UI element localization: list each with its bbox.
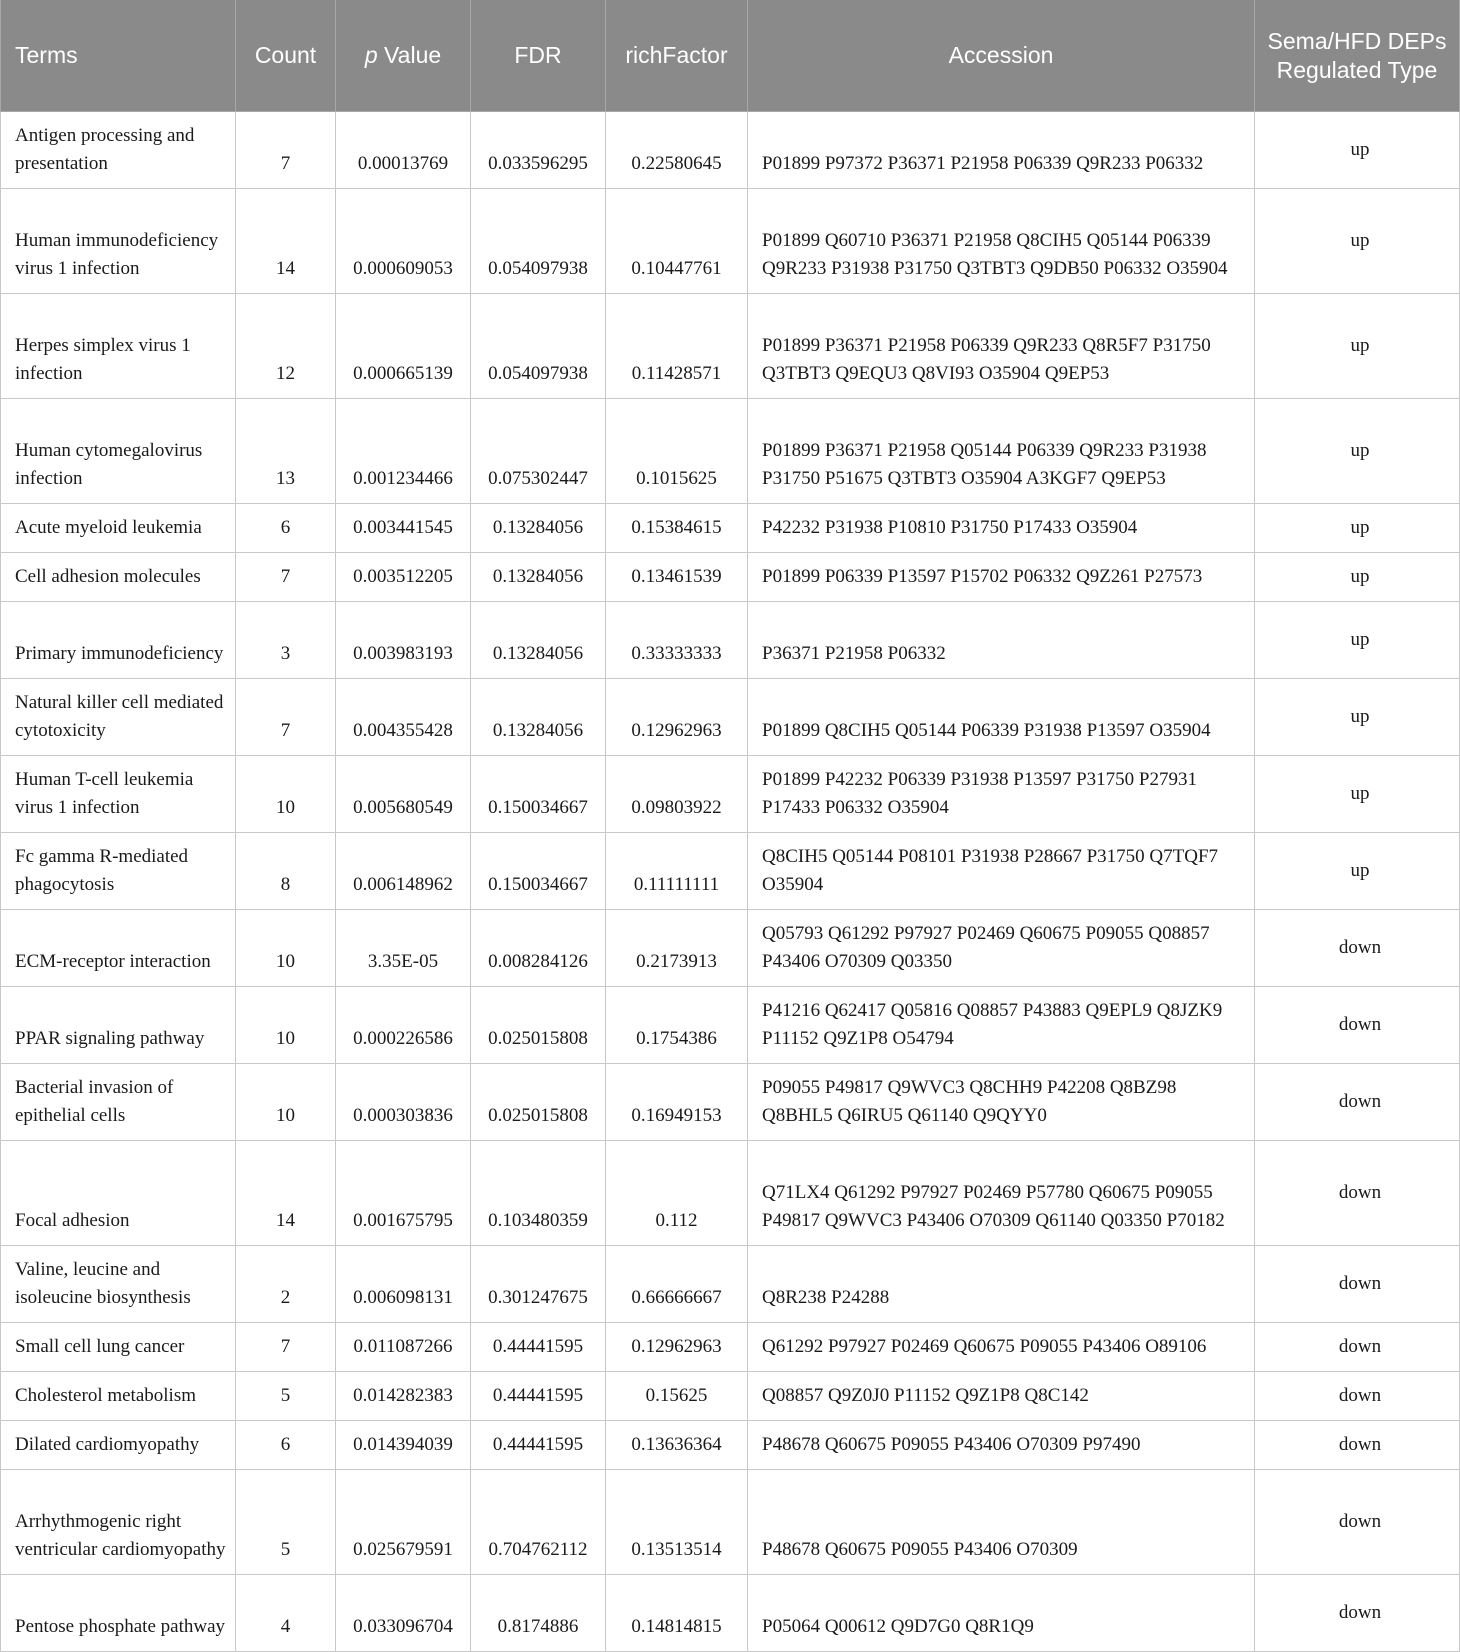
cell-rich-factor: 0.22580645 bbox=[606, 112, 748, 189]
cell-rich-factor: 0.66666667 bbox=[606, 1246, 748, 1323]
cell-count: 10 bbox=[236, 987, 336, 1064]
table-row bbox=[1, 553, 1460, 602]
cell-accession: P05064 Q00612 Q9D7G0 Q8R1Q9 bbox=[748, 1575, 1255, 1652]
cell-p-value: 0.005680549 bbox=[336, 756, 471, 833]
cell-count: 5 bbox=[236, 1470, 336, 1575]
cell-accession: P01899 Q8CIH5 Q05144 P06339 P31938 P13597 O35904 bbox=[748, 679, 1255, 756]
cell-regulated-type: up bbox=[1255, 602, 1460, 679]
cell-regulated-type: down bbox=[1255, 1421, 1460, 1470]
cell-accession: Q8CIH5 Q05144 P08101 P31938 P28667 P31750 Q7TQF7 O35904 bbox=[748, 833, 1255, 910]
table-row bbox=[1, 1470, 1460, 1575]
cell-accession: Q08857 Q9Z0J0 P11152 Q9Z1P8 Q8C142 bbox=[748, 1372, 1255, 1421]
cell-fdr: 0.075302447 bbox=[471, 399, 606, 504]
cell-count: 12 bbox=[236, 294, 336, 399]
cell-fdr: 0.13284056 bbox=[471, 602, 606, 679]
cell-p-value: 0.000665139 bbox=[336, 294, 471, 399]
table-row bbox=[1, 504, 1460, 553]
table-row bbox=[1, 679, 1460, 756]
table-row bbox=[1, 294, 1460, 399]
header-fdr: FDR bbox=[471, 0, 606, 112]
table-row bbox=[1, 1141, 1460, 1246]
cell-accession: P42232 P31938 P10810 P31750 P17433 O35904 bbox=[748, 504, 1255, 553]
cell-fdr: 0.103480359 bbox=[471, 1141, 606, 1246]
cell-regulated-type: up bbox=[1255, 679, 1460, 756]
cell-count: 3 bbox=[236, 602, 336, 679]
table-row bbox=[1, 756, 1460, 833]
table-row bbox=[1, 399, 1460, 504]
table-row bbox=[1, 1372, 1460, 1421]
cell-term: Valine, leucine and isoleucine biosynthesis bbox=[1, 1246, 236, 1323]
cell-regulated-type: down bbox=[1255, 987, 1460, 1064]
cell-p-value: 0.003983193 bbox=[336, 602, 471, 679]
cell-p-value: 3.35E-05 bbox=[336, 910, 471, 987]
cell-count: 7 bbox=[236, 1323, 336, 1372]
table-row bbox=[1, 1246, 1460, 1323]
cell-fdr: 0.8174886 bbox=[471, 1575, 606, 1652]
cell-count: 7 bbox=[236, 553, 336, 602]
cell-count: 7 bbox=[236, 679, 336, 756]
cell-regulated-type: down bbox=[1255, 910, 1460, 987]
cell-count: 2 bbox=[236, 1246, 336, 1323]
cell-count: 13 bbox=[236, 399, 336, 504]
table-row bbox=[1, 987, 1460, 1064]
cell-accession: Q71LX4 Q61292 P97927 P02469 P57780 Q60675 P09055 P49817 Q9WVC3 P43406 O70309 Q61140 Q03350 P70182 bbox=[748, 1141, 1255, 1246]
table-row bbox=[1, 910, 1460, 987]
cell-regulated-type: up bbox=[1255, 399, 1460, 504]
cell-count: 10 bbox=[236, 756, 336, 833]
cell-count: 5 bbox=[236, 1372, 336, 1421]
table-row bbox=[1, 1064, 1460, 1141]
cell-accession: Q8R238 P24288 bbox=[748, 1246, 1255, 1323]
cell-accession: P48678 Q60675 P09055 P43406 O70309 P97490 bbox=[748, 1421, 1255, 1470]
cell-rich-factor: 0.1754386 bbox=[606, 987, 748, 1064]
cell-fdr: 0.301247675 bbox=[471, 1246, 606, 1323]
header-regulated-type: Sema/HFD DEPs Regulated Type bbox=[1255, 0, 1460, 112]
cell-rich-factor: 0.13513514 bbox=[606, 1470, 748, 1575]
cell-accession: P09055 P49817 Q9WVC3 Q8CHH9 P42208 Q8BZ98 Q8BHL5 Q6IRU5 Q61140 Q9QYY0 bbox=[748, 1064, 1255, 1141]
cell-fdr: 0.44441595 bbox=[471, 1372, 606, 1421]
cell-term: Pentose phosphate pathway bbox=[1, 1575, 236, 1652]
cell-rich-factor: 0.15625 bbox=[606, 1372, 748, 1421]
cell-fdr: 0.150034667 bbox=[471, 833, 606, 910]
cell-term: Arrhythmogenic right ventricular cardiomyopathy bbox=[1, 1470, 236, 1575]
cell-rich-factor: 0.10447761 bbox=[606, 189, 748, 294]
cell-accession: P01899 P36371 P21958 P06339 Q9R233 Q8R5F7 P31750 Q3TBT3 Q9EQU3 Q8VI93 O35904 Q9EP53 bbox=[748, 294, 1255, 399]
cell-regulated-type: down bbox=[1255, 1064, 1460, 1141]
cell-count: 10 bbox=[236, 1064, 336, 1141]
cell-p-value: 0.003512205 bbox=[336, 553, 471, 602]
cell-regulated-type: down bbox=[1255, 1470, 1460, 1575]
cell-regulated-type: up bbox=[1255, 294, 1460, 399]
cell-rich-factor: 0.14814815 bbox=[606, 1575, 748, 1652]
table-row bbox=[1, 112, 1460, 189]
cell-fdr: 0.054097938 bbox=[471, 189, 606, 294]
header-terms: Terms bbox=[1, 0, 236, 112]
cell-p-value: 0.000303836 bbox=[336, 1064, 471, 1141]
cell-count: 7 bbox=[236, 112, 336, 189]
cell-regulated-type: up bbox=[1255, 833, 1460, 910]
cell-accession: P41216 Q62417 Q05816 Q08857 P43883 Q9EPL9 Q8JZK9 P11152 Q9Z1P8 O54794 bbox=[748, 987, 1255, 1064]
cell-term: Cholesterol metabolism bbox=[1, 1372, 236, 1421]
cell-p-value: 0.014282383 bbox=[336, 1372, 471, 1421]
cell-fdr: 0.44441595 bbox=[471, 1421, 606, 1470]
cell-accession: P48678 Q60675 P09055 P43406 O70309 bbox=[748, 1470, 1255, 1575]
cell-rich-factor: 0.09803922 bbox=[606, 756, 748, 833]
cell-regulated-type: down bbox=[1255, 1372, 1460, 1421]
cell-accession: P01899 P36371 P21958 Q05144 P06339 Q9R233 P31938 P31750 P51675 Q3TBT3 O35904 A3KGF7 Q9EP53 bbox=[748, 399, 1255, 504]
cell-p-value: 0.001234466 bbox=[336, 399, 471, 504]
cell-fdr: 0.025015808 bbox=[471, 987, 606, 1064]
cell-count: 4 bbox=[236, 1575, 336, 1652]
cell-accession: P01899 P97372 P36371 P21958 P06339 Q9R233 P06332 bbox=[748, 112, 1255, 189]
cell-rich-factor: 0.112 bbox=[606, 1141, 748, 1246]
cell-term: Natural killer cell mediated cytotoxicity bbox=[1, 679, 236, 756]
cell-term: Dilated cardiomyopathy bbox=[1, 1421, 236, 1470]
cell-p-value: 0.000226586 bbox=[336, 987, 471, 1064]
cell-fdr: 0.033596295 bbox=[471, 112, 606, 189]
cell-fdr: 0.025015808 bbox=[471, 1064, 606, 1141]
cell-regulated-type: up bbox=[1255, 553, 1460, 602]
cell-regulated-type: up bbox=[1255, 504, 1460, 553]
cell-regulated-type: up bbox=[1255, 756, 1460, 833]
cell-accession: Q61292 P97927 P02469 Q60675 P09055 P43406 O89106 bbox=[748, 1323, 1255, 1372]
cell-accession: P01899 P06339 P13597 P15702 P06332 Q9Z261 P27573 bbox=[748, 553, 1255, 602]
cell-term: Primary immunodeficiency bbox=[1, 602, 236, 679]
cell-p-value: 0.003441545 bbox=[336, 504, 471, 553]
cell-regulated-type: up bbox=[1255, 112, 1460, 189]
cell-term: Focal adhesion bbox=[1, 1141, 236, 1246]
cell-fdr: 0.44441595 bbox=[471, 1323, 606, 1372]
cell-rich-factor: 0.12962963 bbox=[606, 1323, 748, 1372]
cell-p-value: 0.033096704 bbox=[336, 1575, 471, 1652]
header-accession: Accession bbox=[748, 0, 1255, 112]
cell-p-value: 0.011087266 bbox=[336, 1323, 471, 1372]
cell-rich-factor: 0.1015625 bbox=[606, 399, 748, 504]
header-rich-factor: richFactor bbox=[606, 0, 748, 112]
cell-count: 10 bbox=[236, 910, 336, 987]
cell-fdr: 0.704762112 bbox=[471, 1470, 606, 1575]
cell-term: PPAR signaling pathway bbox=[1, 987, 236, 1064]
cell-regulated-type: down bbox=[1255, 1323, 1460, 1372]
cell-rich-factor: 0.11111111 bbox=[606, 833, 748, 910]
cell-fdr: 0.054097938 bbox=[471, 294, 606, 399]
cell-term: Small cell lung cancer bbox=[1, 1323, 236, 1372]
cell-term: Human immunodeficiency virus 1 infection bbox=[1, 189, 236, 294]
cell-term: ECM-receptor interaction bbox=[1, 910, 236, 987]
cell-accession: P01899 P42232 P06339 P31938 P13597 P31750 P27931 P17433 P06332 O35904 bbox=[748, 756, 1255, 833]
cell-term: Human T-cell leukemia virus 1 infection bbox=[1, 756, 236, 833]
cell-accession: P36371 P21958 P06332 bbox=[748, 602, 1255, 679]
cell-term: Fc gamma R-mediated phagocytosis bbox=[1, 833, 236, 910]
cell-p-value: 0.004355428 bbox=[336, 679, 471, 756]
header-count: Count bbox=[236, 0, 336, 112]
cell-fdr: 0.13284056 bbox=[471, 553, 606, 602]
cell-term: Bacterial invasion of epithelial cells bbox=[1, 1064, 236, 1141]
cell-term: Human cytomegalovirus infection bbox=[1, 399, 236, 504]
cell-term: Acute myeloid leukemia bbox=[1, 504, 236, 553]
cell-rich-factor: 0.13461539 bbox=[606, 553, 748, 602]
cell-regulated-type: down bbox=[1255, 1141, 1460, 1246]
cell-term: Cell adhesion molecules bbox=[1, 553, 236, 602]
cell-count: 6 bbox=[236, 1421, 336, 1470]
cell-accession: P01899 Q60710 P36371 P21958 Q8CIH5 Q05144 P06339 Q9R233 P31938 P31750 Q3TBT3 Q9DB50 P06332 O35904 bbox=[748, 189, 1255, 294]
cell-accession: Q05793 Q61292 P97927 P02469 Q60675 P09055 Q08857 P43406 O70309 Q03350 bbox=[748, 910, 1255, 987]
cell-p-value: 0.006148962 bbox=[336, 833, 471, 910]
table-row bbox=[1, 833, 1460, 910]
cell-fdr: 0.13284056 bbox=[471, 504, 606, 553]
cell-rich-factor: 0.15384615 bbox=[606, 504, 748, 553]
cell-fdr: 0.150034667 bbox=[471, 756, 606, 833]
cell-count: 8 bbox=[236, 833, 336, 910]
cell-rich-factor: 0.13636364 bbox=[606, 1421, 748, 1470]
table-row bbox=[1, 602, 1460, 679]
table-row bbox=[1, 1323, 1460, 1372]
cell-count: 14 bbox=[236, 1141, 336, 1246]
cell-p-value: 0.001675795 bbox=[336, 1141, 471, 1246]
header-p-rest: Value bbox=[377, 42, 442, 68]
cell-fdr: 0.008284126 bbox=[471, 910, 606, 987]
cell-p-value: 0.014394039 bbox=[336, 1421, 471, 1470]
table-row bbox=[1, 1421, 1460, 1470]
cell-fdr: 0.13284056 bbox=[471, 679, 606, 756]
cell-count: 14 bbox=[236, 189, 336, 294]
cell-term: Antigen processing and presentation bbox=[1, 112, 236, 189]
cell-rich-factor: 0.11428571 bbox=[606, 294, 748, 399]
header-row bbox=[1, 0, 1460, 112]
cell-p-value: 0.025679591 bbox=[336, 1470, 471, 1575]
header-p-italic: p bbox=[364, 42, 378, 68]
cell-p-value: 0.00013769 bbox=[336, 112, 471, 189]
header-p-value bbox=[336, 0, 471, 112]
table-row bbox=[1, 189, 1460, 294]
cell-p-value: 0.006098131 bbox=[336, 1246, 471, 1323]
cell-regulated-type: down bbox=[1255, 1246, 1460, 1323]
cell-rich-factor: 0.12962963 bbox=[606, 679, 748, 756]
cell-regulated-type: up bbox=[1255, 189, 1460, 294]
cell-p-value: 0.000609053 bbox=[336, 189, 471, 294]
cell-rich-factor: 0.16949153 bbox=[606, 1064, 748, 1141]
cell-regulated-type: down bbox=[1255, 1575, 1460, 1652]
cell-rich-factor: 0.33333333 bbox=[606, 602, 748, 679]
cell-rich-factor: 0.2173913 bbox=[606, 910, 748, 987]
cell-count: 6 bbox=[236, 504, 336, 553]
table-row bbox=[1, 1575, 1460, 1652]
cell-term: Herpes simplex virus 1 infection bbox=[1, 294, 236, 399]
